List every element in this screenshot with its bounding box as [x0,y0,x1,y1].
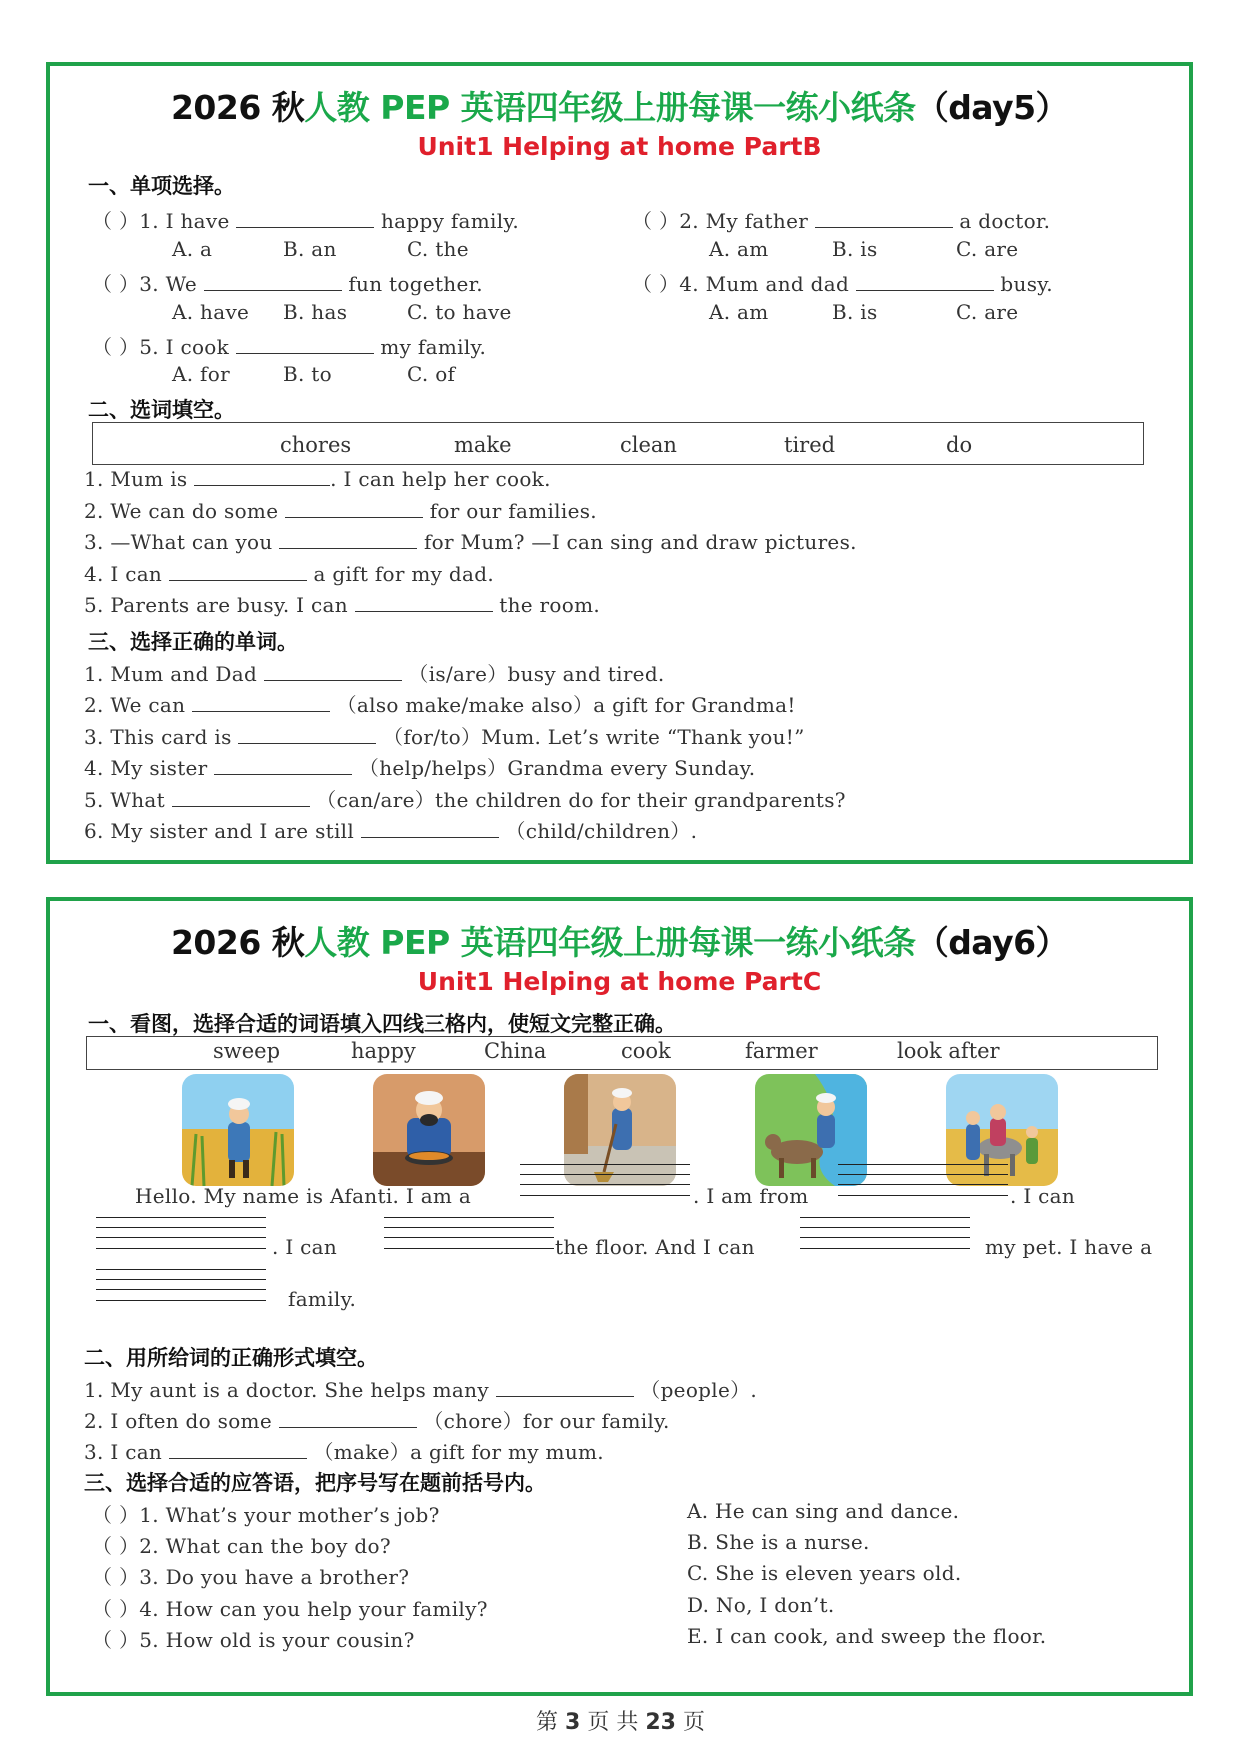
writing-lines[interactable] [838,1164,1008,1196]
answer-option: A. He can sing and dance. [687,1499,960,1523]
question-stem: （ ）5. I cook [92,335,230,359]
question-tail: （child/children）. [505,819,698,843]
answer-blank[interactable] [279,530,417,549]
question: （ ）5. How old is your cousin? [92,1628,415,1652]
option: A. have [172,300,250,324]
question-tail: （chore）for our family. [423,1409,670,1433]
passage-text: . I can [1010,1184,1076,1208]
question-stem: （ ）2. My father [632,209,809,233]
answer-blank[interactable] [169,1440,307,1459]
option: B. is [832,300,878,324]
question-tail: happy family. [380,209,520,233]
answer-blank[interactable] [204,272,342,291]
question-stem: 4. I can [84,562,163,586]
question-stem: 5. What [84,788,165,812]
question-tail: （make）a gift for my mum. [313,1440,604,1464]
question-tail: for Mum? —I can sing and draw pictures. [423,530,857,554]
question-stem: 2. We can [84,693,186,717]
answer-blank[interactable] [236,209,374,228]
question: （ ）1. What’s your mother’s job? [92,1503,440,1527]
title-day: （day5） [915,88,1069,127]
title-main: 人教 PEP 英语四年级上册每课一练小纸条 [304,923,916,962]
word-bank-item: do [946,433,973,457]
option: C. to have [407,300,512,324]
passage-text: family. [288,1287,357,1311]
question [84,562,494,586]
writing-lines[interactable] [96,1269,266,1301]
question: （ ）3. Do you have a brother? [92,1565,410,1589]
answer-option: E. I can cook, and sweep the floor. [687,1624,1047,1648]
question: （ ）2. What can the boy do? [92,1534,391,1558]
answer-option: B. She is a nurse. [687,1530,870,1554]
answer-option: D. No, I don’t. [687,1593,835,1617]
question: （ ）4. How can you help your family? [92,1597,488,1621]
word-bank [92,422,1144,465]
section-heading: 三、选择合适的应答语，把序号写在题前括号内。 [84,1471,546,1495]
question [84,1436,604,1465]
question-tail: busy. [1000,272,1053,296]
passage-text: my pet. I have a [985,1235,1153,1259]
question-tail: my family. [380,335,487,359]
option: B. has [283,300,348,324]
word-bank-item: sweep [213,1039,281,1063]
question-stem: 2. I often do some [84,1409,272,1433]
passage-text: . I am from [693,1184,809,1208]
answer-blank[interactable] [236,335,374,354]
question-tail: a doctor. [959,209,1051,233]
word-bank-item: cook [621,1039,671,1063]
current-page-number: 3 [565,1710,581,1735]
question-tail: a gift for my dad. [313,562,494,586]
answer-option: C. She is eleven years old. [687,1561,962,1585]
option: A. am [709,300,769,324]
page-footer [0,1705,1241,1736]
question-tail: fun together. [348,272,483,296]
answer-blank[interactable] [264,662,402,681]
answer-blank[interactable] [214,756,352,775]
question [84,1374,757,1403]
question-stem: （ ）1. I have [92,209,230,233]
question [84,658,665,687]
answer-blank[interactable] [279,1409,417,1428]
question [84,530,857,554]
page-title [50,917,1189,964]
question-tail: for our families. [429,499,597,523]
passage-text: the floor. And I can [555,1235,755,1259]
option: C. the [407,237,469,261]
question-stem: 2. We can do some [84,499,279,523]
title-day: （day6） [915,923,1069,962]
question-stem: （ ）3. We [92,272,197,296]
option: A. a [172,237,213,261]
passage-text: Hello. My name is Afanti. I am a [135,1184,472,1208]
writing-lines[interactable] [800,1217,970,1249]
word-bank [86,1036,1158,1070]
question [92,331,486,360]
section-heading: 一、看图，选择合适的词语填入四线三格内，使短文完整正确。 [88,1012,676,1036]
question-tail: （can/are）the children do for their grandparents? [316,788,846,812]
option: B. an [283,237,337,261]
word-bank-item: make [454,433,512,457]
answer-blank[interactable] [169,562,307,581]
question [92,268,483,297]
section-heading: 二、用所给词的正确形式填空。 [84,1346,378,1370]
word-bank-item: tired [784,433,836,457]
question [84,784,846,813]
option: C. of [407,362,456,386]
answer-blank[interactable] [856,272,994,291]
word-bank-item: China [484,1039,547,1063]
worksheet-day5 [46,62,1193,864]
question-tail: （help/helps）Grandma every Sunday. [358,756,756,780]
question-stem: （ ）4. Mum and dad [632,272,850,296]
answer-blank[interactable] [192,693,330,712]
question-stem: 3. —What can you [84,530,273,554]
question-tail: the room. [499,593,601,617]
writing-lines[interactable] [96,1217,266,1249]
question-tail: （for/to）Mum. Let’s write “Thank you!” [383,725,805,749]
option: A. for [172,362,230,386]
answer-blank[interactable] [496,1378,634,1397]
answer-blank[interactable] [815,209,953,228]
title-year: 2026 秋 [170,923,305,962]
farmer-picture [182,1074,294,1186]
total-page-count: 23 [645,1710,676,1735]
question-stem: 6. My sister and I are still [84,819,355,843]
writing-lines[interactable] [384,1217,554,1249]
answer-blank[interactable] [361,819,499,838]
question-stem: 1. Mum is [84,467,188,491]
cook-picture [373,1074,485,1186]
option: C. are [956,237,1019,261]
question [92,205,519,234]
question-stem: 4. My sister [84,756,208,780]
footer-suffix: 页 [682,1710,705,1735]
answer-blank[interactable] [194,467,330,486]
section-heading: 三、选择正确的单词。 [88,630,298,654]
footer-prefix: 第 [536,1710,559,1735]
question-stem: 3. I can [84,1440,163,1464]
section-heading: 一、单项选择。 [88,174,235,198]
passage-text: . I can [272,1235,338,1259]
unit-subtitle: Unit1 Helping at home PartB [417,132,822,161]
question [84,815,697,844]
title-main: 人教 PEP 英语四年级上册每课一练小纸条 [304,88,916,127]
question [84,593,600,617]
option: C. are [956,300,1019,324]
answer-blank[interactable] [285,499,423,518]
question-stem: 5. Parents are busy. I can [84,593,348,617]
word-bank-item: clean [620,433,677,457]
word-bank-item: farmer [745,1039,818,1063]
option: B. to [283,362,332,386]
footer-middle: 页 共 [587,1710,639,1735]
worksheet-day6 [46,897,1193,1696]
question-stem: 3. This card is [84,725,232,749]
question [84,721,805,750]
option: A. am [709,237,769,261]
answer-blank[interactable] [172,788,310,807]
option: B. is [832,237,878,261]
question-stem: 1. Mum and Dad [84,662,258,686]
answer-blank[interactable] [238,725,376,744]
word-bank-item: happy [351,1039,416,1063]
question-tail: （also make/make also）a gift for Grandma! [336,693,796,717]
question-tail: （is/are）busy and tired. [408,662,665,686]
writing-lines[interactable] [520,1164,690,1196]
question [632,205,1050,234]
word-bank-item: chores [280,433,352,457]
question-stem: 1. My aunt is a doctor. She helps many [84,1378,489,1402]
question [84,1405,670,1434]
question [84,499,597,523]
word-bank-item: look after [897,1039,1000,1063]
question [632,268,1053,297]
question-tail: （people）. [640,1378,758,1402]
unit-subtitle: Unit1 Helping at home PartC [417,967,822,996]
title-year: 2026 秋 [170,88,305,127]
question [84,689,796,718]
question [84,752,755,781]
question [84,467,551,491]
page-title [50,82,1189,129]
question-tail: . I can help her cook. [330,467,551,491]
section-heading: 二、选词填空。 [88,398,235,422]
answer-blank[interactable] [355,593,493,612]
